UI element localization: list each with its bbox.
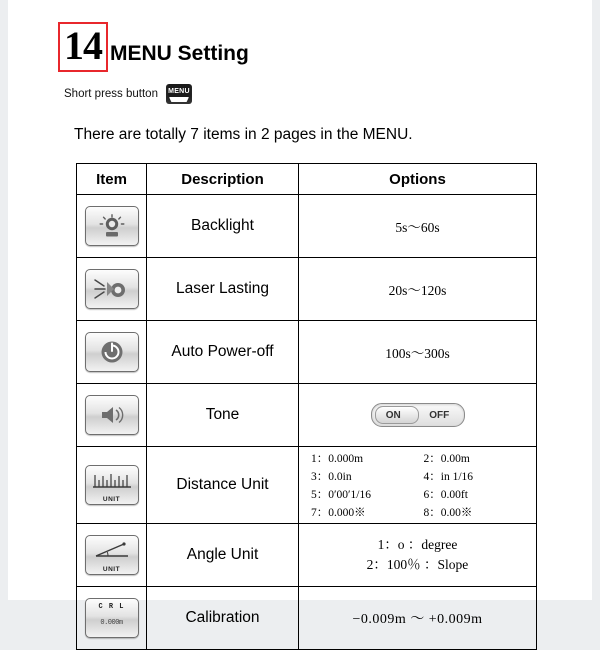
toggle-off-label: OFF [429, 409, 450, 421]
option-item: 1：o ：degree [377, 537, 458, 552]
option-item: 4：in 1/16 [423, 471, 474, 483]
power-glyph [86, 333, 138, 371]
calibration-icon [85, 598, 139, 638]
option-item: 1：0.000m [311, 453, 364, 465]
row-description: Calibration [147, 587, 299, 650]
row-description: Laser Lasting [147, 258, 299, 321]
item-icon-cell [77, 195, 147, 258]
speaker-glyph [86, 396, 138, 434]
page-title: MENU Setting [110, 42, 249, 65]
row-options [299, 524, 537, 587]
row-description: Auto Power-off [147, 321, 299, 384]
distance-unit-icon [85, 465, 139, 505]
backlight-icon [85, 206, 139, 246]
icon-caption: C R L [98, 603, 125, 611]
table-header-row [77, 164, 537, 195]
row-options [299, 195, 537, 258]
icon-sub-value: 0.000m [100, 619, 123, 627]
table-row [77, 258, 537, 321]
power-off-icon [85, 332, 139, 372]
angle-unit-options [305, 535, 530, 575]
row-options [299, 258, 537, 321]
row-description: Distance Unit [147, 447, 299, 524]
short-press-instruction [64, 84, 192, 104]
column-header-options: Options [299, 164, 537, 195]
item-icon-cell [77, 587, 147, 650]
table-row [77, 321, 537, 384]
icon-caption: UNIT [102, 496, 121, 503]
option-item: 6：0.00ft [423, 489, 468, 501]
option-item: 5：0′00′1/16 [311, 489, 371, 501]
item-icon-cell [77, 384, 147, 447]
tone-speaker-icon [85, 395, 139, 435]
item-icon-cell [77, 524, 147, 587]
angle-unit-icon [85, 535, 139, 575]
toggle-on-label: ON [385, 409, 401, 421]
option-item: 2：0.00m [423, 453, 470, 465]
table-row [77, 447, 537, 524]
item-icon-cell [77, 447, 147, 524]
row-options [299, 321, 537, 384]
table-row [77, 587, 537, 650]
row-description: Angle Unit [147, 524, 299, 587]
menu-settings-table [76, 163, 537, 650]
column-header-description: Description [147, 164, 299, 195]
option-item: 8：0.00※ [423, 507, 473, 519]
icon-caption: UNIT [102, 566, 121, 573]
laser-lasting-glyph [86, 270, 138, 308]
short-press-text: Short press button [64, 88, 158, 100]
menu-button-icon-label: MENU [168, 88, 190, 95]
row-description: Tone [147, 384, 299, 447]
table-row [77, 195, 537, 258]
item-icon-cell [77, 321, 147, 384]
row-options [299, 587, 537, 650]
item-icon-cell [77, 258, 147, 321]
options-text: −0.009m ～ +0.009m [352, 612, 483, 627]
option-item: 2：100％ ：Slope [366, 557, 469, 572]
document-page [8, 0, 592, 627]
distance-unit-options [305, 450, 530, 520]
table-row [77, 384, 537, 447]
menu-button-icon [166, 84, 192, 104]
table-row [77, 524, 537, 587]
options-text: 20s～120s [388, 283, 447, 298]
options-text: 5s～60s [395, 220, 440, 235]
chapter-number: 14 [58, 22, 108, 72]
backlight-glyph [86, 207, 138, 245]
chapter-header [58, 22, 249, 72]
row-options [299, 447, 537, 524]
tone-toggle[interactable] [371, 403, 465, 427]
laser-lasting-icon [85, 269, 139, 309]
option-item: 7：0.000※ [311, 507, 366, 519]
option-item: 3：0.0in [311, 471, 352, 483]
row-options [299, 384, 537, 447]
options-text: 100s～300s [385, 346, 450, 361]
row-description: Backlight [147, 195, 299, 258]
column-header-item: Item [77, 164, 147, 195]
intro-text: There are totally 7 items in 2 pages in the MENU. [74, 126, 413, 143]
